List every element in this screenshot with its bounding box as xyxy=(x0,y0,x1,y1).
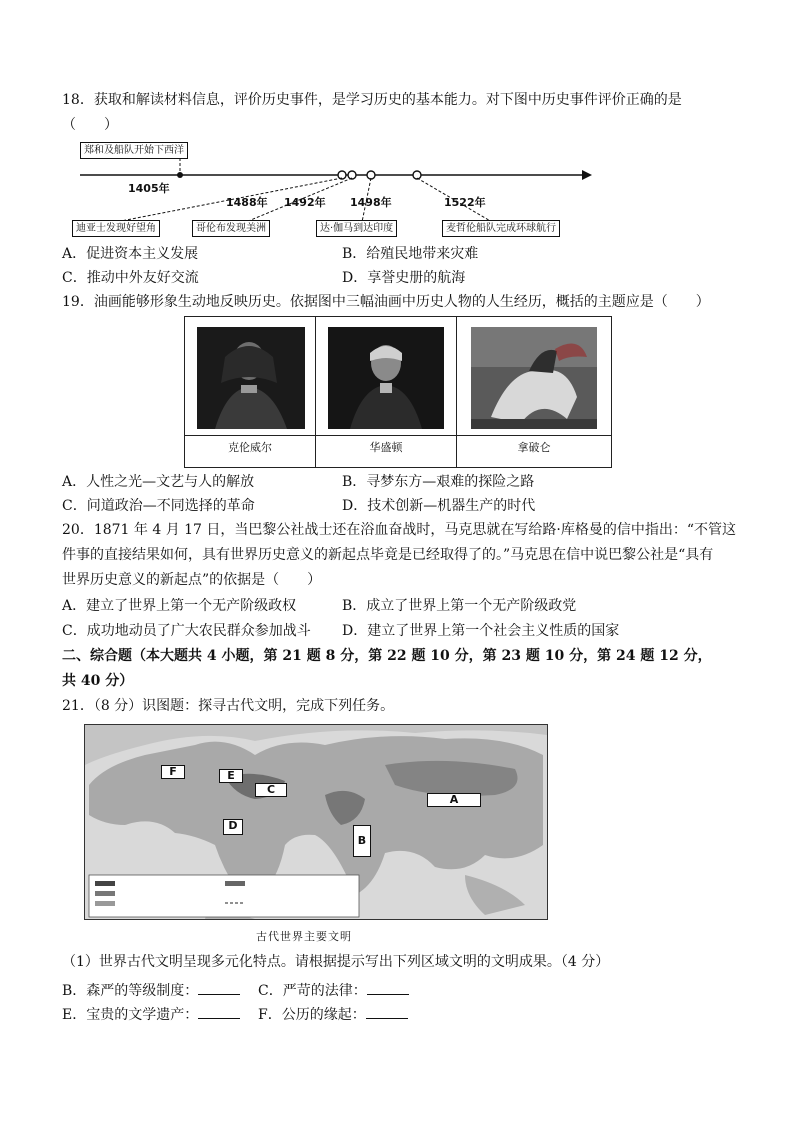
portrait-washington-image xyxy=(328,327,444,429)
q19-option-c: C．问道政治—不同选择的革命 xyxy=(62,498,255,514)
q19-option-d: D．技术创新—机器生产的时代 xyxy=(342,498,536,514)
painting-cell-napoleon xyxy=(457,317,611,467)
map-label-b: B xyxy=(353,825,371,857)
map-caption: 古代世界主要文明 xyxy=(256,930,352,943)
q18-stem-line2: （ ） xyxy=(62,117,118,133)
q20-stem-line2: 件事的直接结果如何，具有世界历史意义的新起点毕竟是已经取得了的。”马克思在信中说巴黎公社是“具有 xyxy=(62,547,714,563)
q18-option-c: C．推动中外友好交流 xyxy=(62,270,199,286)
q21-item-b xyxy=(62,980,240,1001)
year-label-1522: 1522年 xyxy=(444,196,486,209)
map-label-e: E xyxy=(219,769,243,783)
answer-blank-c[interactable] xyxy=(367,980,409,995)
q18-option-d: D．享誉史册的航海 xyxy=(342,270,466,286)
q20-option-b: B．成立了世界上第一个无产阶级政党 xyxy=(342,598,577,614)
timeline-figure xyxy=(76,138,610,238)
year-label-1498: 1498年 xyxy=(350,196,392,209)
q21-item-c-label: C．严苛的法律： xyxy=(258,983,367,999)
section2-heading-line1: 二、综合题（本大题共 4 小题，第 21 题 8 分，第 22 题 10 分，第 23 题 10 分，第 24 题 12 分， xyxy=(62,648,712,664)
map-label-c: C xyxy=(255,783,287,797)
q19-stem: 19．油画能够形象生动地反映历史。依据图中三幅油画中历史人物的人生经历，概括的主题应是（ ） xyxy=(62,294,710,310)
map-label-f: F xyxy=(161,765,185,779)
painting-cell-cromwell xyxy=(185,317,316,467)
event-dias: 迪亚士发现好望角 xyxy=(72,220,160,237)
marker-1405 xyxy=(177,172,183,178)
q21-stem: 21．（8 分）识图题：探寻古代文明，完成下列任务。 xyxy=(62,698,395,714)
portrait-napoleon-image xyxy=(471,327,597,429)
section2-heading-line2: 共 40 分） xyxy=(62,673,134,689)
q20-option-a: A．建立了世界上第一个无产阶级政权 xyxy=(62,598,297,614)
marker-1492 xyxy=(348,171,356,179)
event-columbus: 哥伦布发现美洲 xyxy=(192,220,270,237)
timeline-top-event: 郑和及船队开始下西洋 xyxy=(80,142,188,159)
map-label-d: D xyxy=(223,819,243,835)
q20-option-d: D．建立了世界上第一个社会主义性质的国家 xyxy=(342,623,620,639)
q18-option-a: A．促进资本主义发展 xyxy=(62,246,199,262)
q20-option-c: C．成功地动员了广大农民群众参加战斗 xyxy=(62,623,311,639)
marker-1488 xyxy=(338,171,346,179)
q20-stem-line1: 20．1871 年 4 月 17 日，当巴黎公社战士还在浴血奋战时，马克思就在写给路·库格曼的信中指出：“不管这 xyxy=(62,522,737,538)
map-label-a: A xyxy=(427,793,481,807)
q21-item-e-label: E．宝贵的文学遗产： xyxy=(62,1007,199,1023)
ancient-civilizations-map xyxy=(84,724,548,920)
q21-item-e xyxy=(62,1004,240,1025)
year-label-1488: 1488年 xyxy=(226,196,268,209)
event-magellan: 麦哲伦船队完成环球航行 xyxy=(442,220,560,237)
event-gama: 达·伽马到达印度 xyxy=(316,220,397,237)
paintings-table xyxy=(184,316,612,468)
map-graphic xyxy=(85,725,547,919)
caption-cromwell: 克伦威尔 xyxy=(228,441,272,454)
q21-item-c xyxy=(258,980,409,1001)
answer-blank-f[interactable] xyxy=(366,1004,408,1019)
marker-1498 xyxy=(367,171,375,179)
answer-blank-b[interactable] xyxy=(198,980,240,995)
q19-option-b: B．寻梦东方—艰难的探险之路 xyxy=(342,474,535,490)
portrait-cromwell-image xyxy=(197,327,305,429)
caption-napoleon: 拿破仑 xyxy=(517,441,551,454)
q21-item-b-label: B．森严的等级制度： xyxy=(62,983,199,999)
year-label-1492: 1492年 xyxy=(284,196,326,209)
caption-washington: 华盛顿 xyxy=(369,441,403,454)
q19-option-a: A．人性之光—文艺与人的解放 xyxy=(62,474,255,490)
year-label-1405: 1405年 xyxy=(128,182,170,195)
q20-stem-line3: 世界历史意义的新起点”的依据是（ ） xyxy=(62,572,322,588)
q21-sub1: （1）世界古代文明呈现多元化特点。请根据提示写出下列区域文明的文明成果。（4 分） xyxy=(62,954,610,970)
marker-1522 xyxy=(413,171,421,179)
q18-stem-line1: 18．获取和解读材料信息，评价历史事件，是学习历史的基本能力。对下图中历史事件评价正确的是 xyxy=(62,92,682,108)
painting-cell-washington xyxy=(316,317,457,467)
answer-blank-e[interactable] xyxy=(198,1004,240,1019)
q21-item-f-label: F．公历的缘起： xyxy=(258,1007,366,1023)
q18-option-b: B．给殖民地带来灾难 xyxy=(342,246,479,262)
q21-item-f xyxy=(258,1004,408,1025)
